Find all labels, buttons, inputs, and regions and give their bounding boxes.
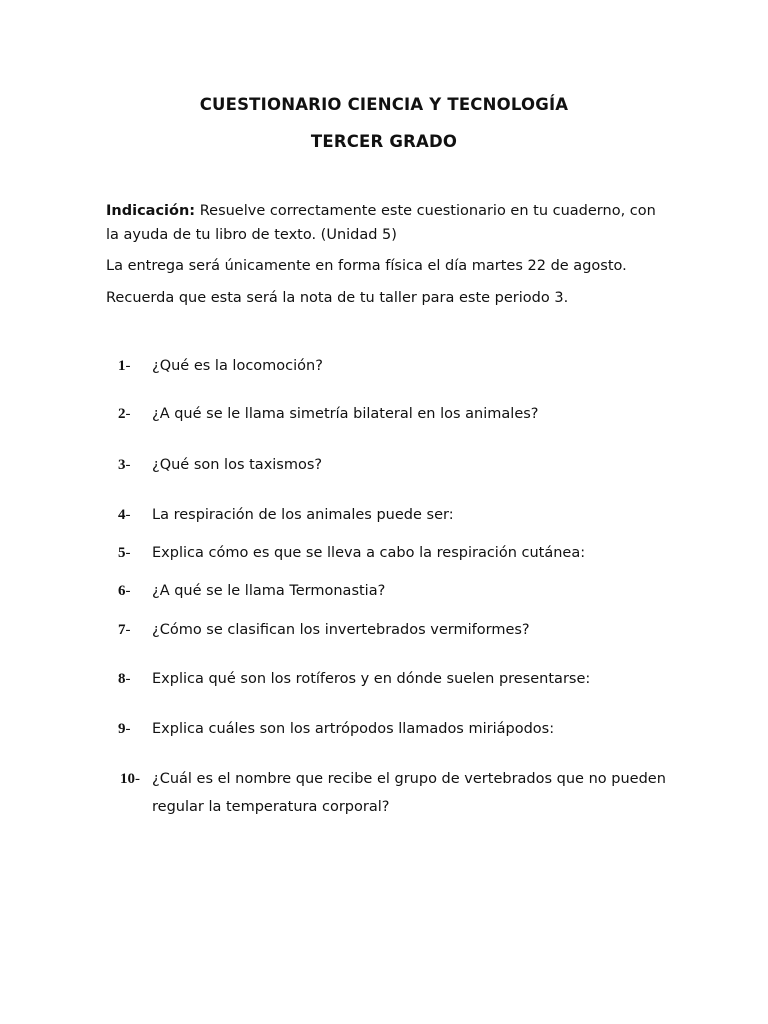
question-text: ¿Qué es la locomoción?	[152, 358, 323, 374]
grade-note: Recuerda que esta será la nota de tu taller para este periodo 3.	[106, 290, 569, 306]
question-text: Explica cómo es que se lleva a cabo la respiración cutánea:	[152, 545, 586, 561]
question-number: 10-	[120, 771, 140, 787]
document-subtitle: TERCER GRADO	[310, 132, 458, 151]
question-number: 1-	[118, 358, 131, 374]
question-number: 9-	[118, 721, 131, 737]
question-number: 3-	[118, 457, 131, 473]
instruction-paragraph	[106, 199, 666, 247]
question-text: ¿Cómo se clasifican los invertebrados vermiformes?	[152, 622, 530, 638]
question-number: 5-	[118, 545, 131, 561]
delivery-note: La entrega será únicamente en forma física el día martes 22 de agosto.	[106, 258, 627, 274]
question-number: 8-	[118, 671, 131, 687]
question-text: ¿A qué se le llama Termonastia?	[152, 583, 386, 599]
question-text: La respiración de los animales puede ser:	[152, 507, 454, 523]
question-number: 6-	[118, 583, 131, 599]
question-number: 7-	[118, 622, 131, 638]
question-text: ¿Cuál es el nombre que recibe el grupo de vertebrados que no pueden regular la temperatura corporal?	[152, 771, 666, 815]
question-number: 2-	[118, 406, 131, 422]
question-text: Explica qué son los rotíferos y en dónde suelen presentarse:	[152, 671, 591, 687]
question-text: ¿Qué son los taxismos?	[152, 457, 323, 473]
question-text: ¿A qué se le llama simetría bilateral en los animales?	[152, 406, 539, 422]
document-title: CUESTIONARIO CIENCIA Y TECNOLOGÍA	[199, 95, 569, 114]
question-number: 4-	[118, 507, 131, 523]
question-text: Explica cuáles son los artrópodos llamados miriápodos:	[152, 721, 555, 737]
instruction-label: Indicación:	[106, 203, 196, 219]
instruction-text: Resuelve correctamente este cuestionario en tu cuaderno, con la ayuda de tu libro de texto. (Unidad 5)	[106, 203, 656, 243]
